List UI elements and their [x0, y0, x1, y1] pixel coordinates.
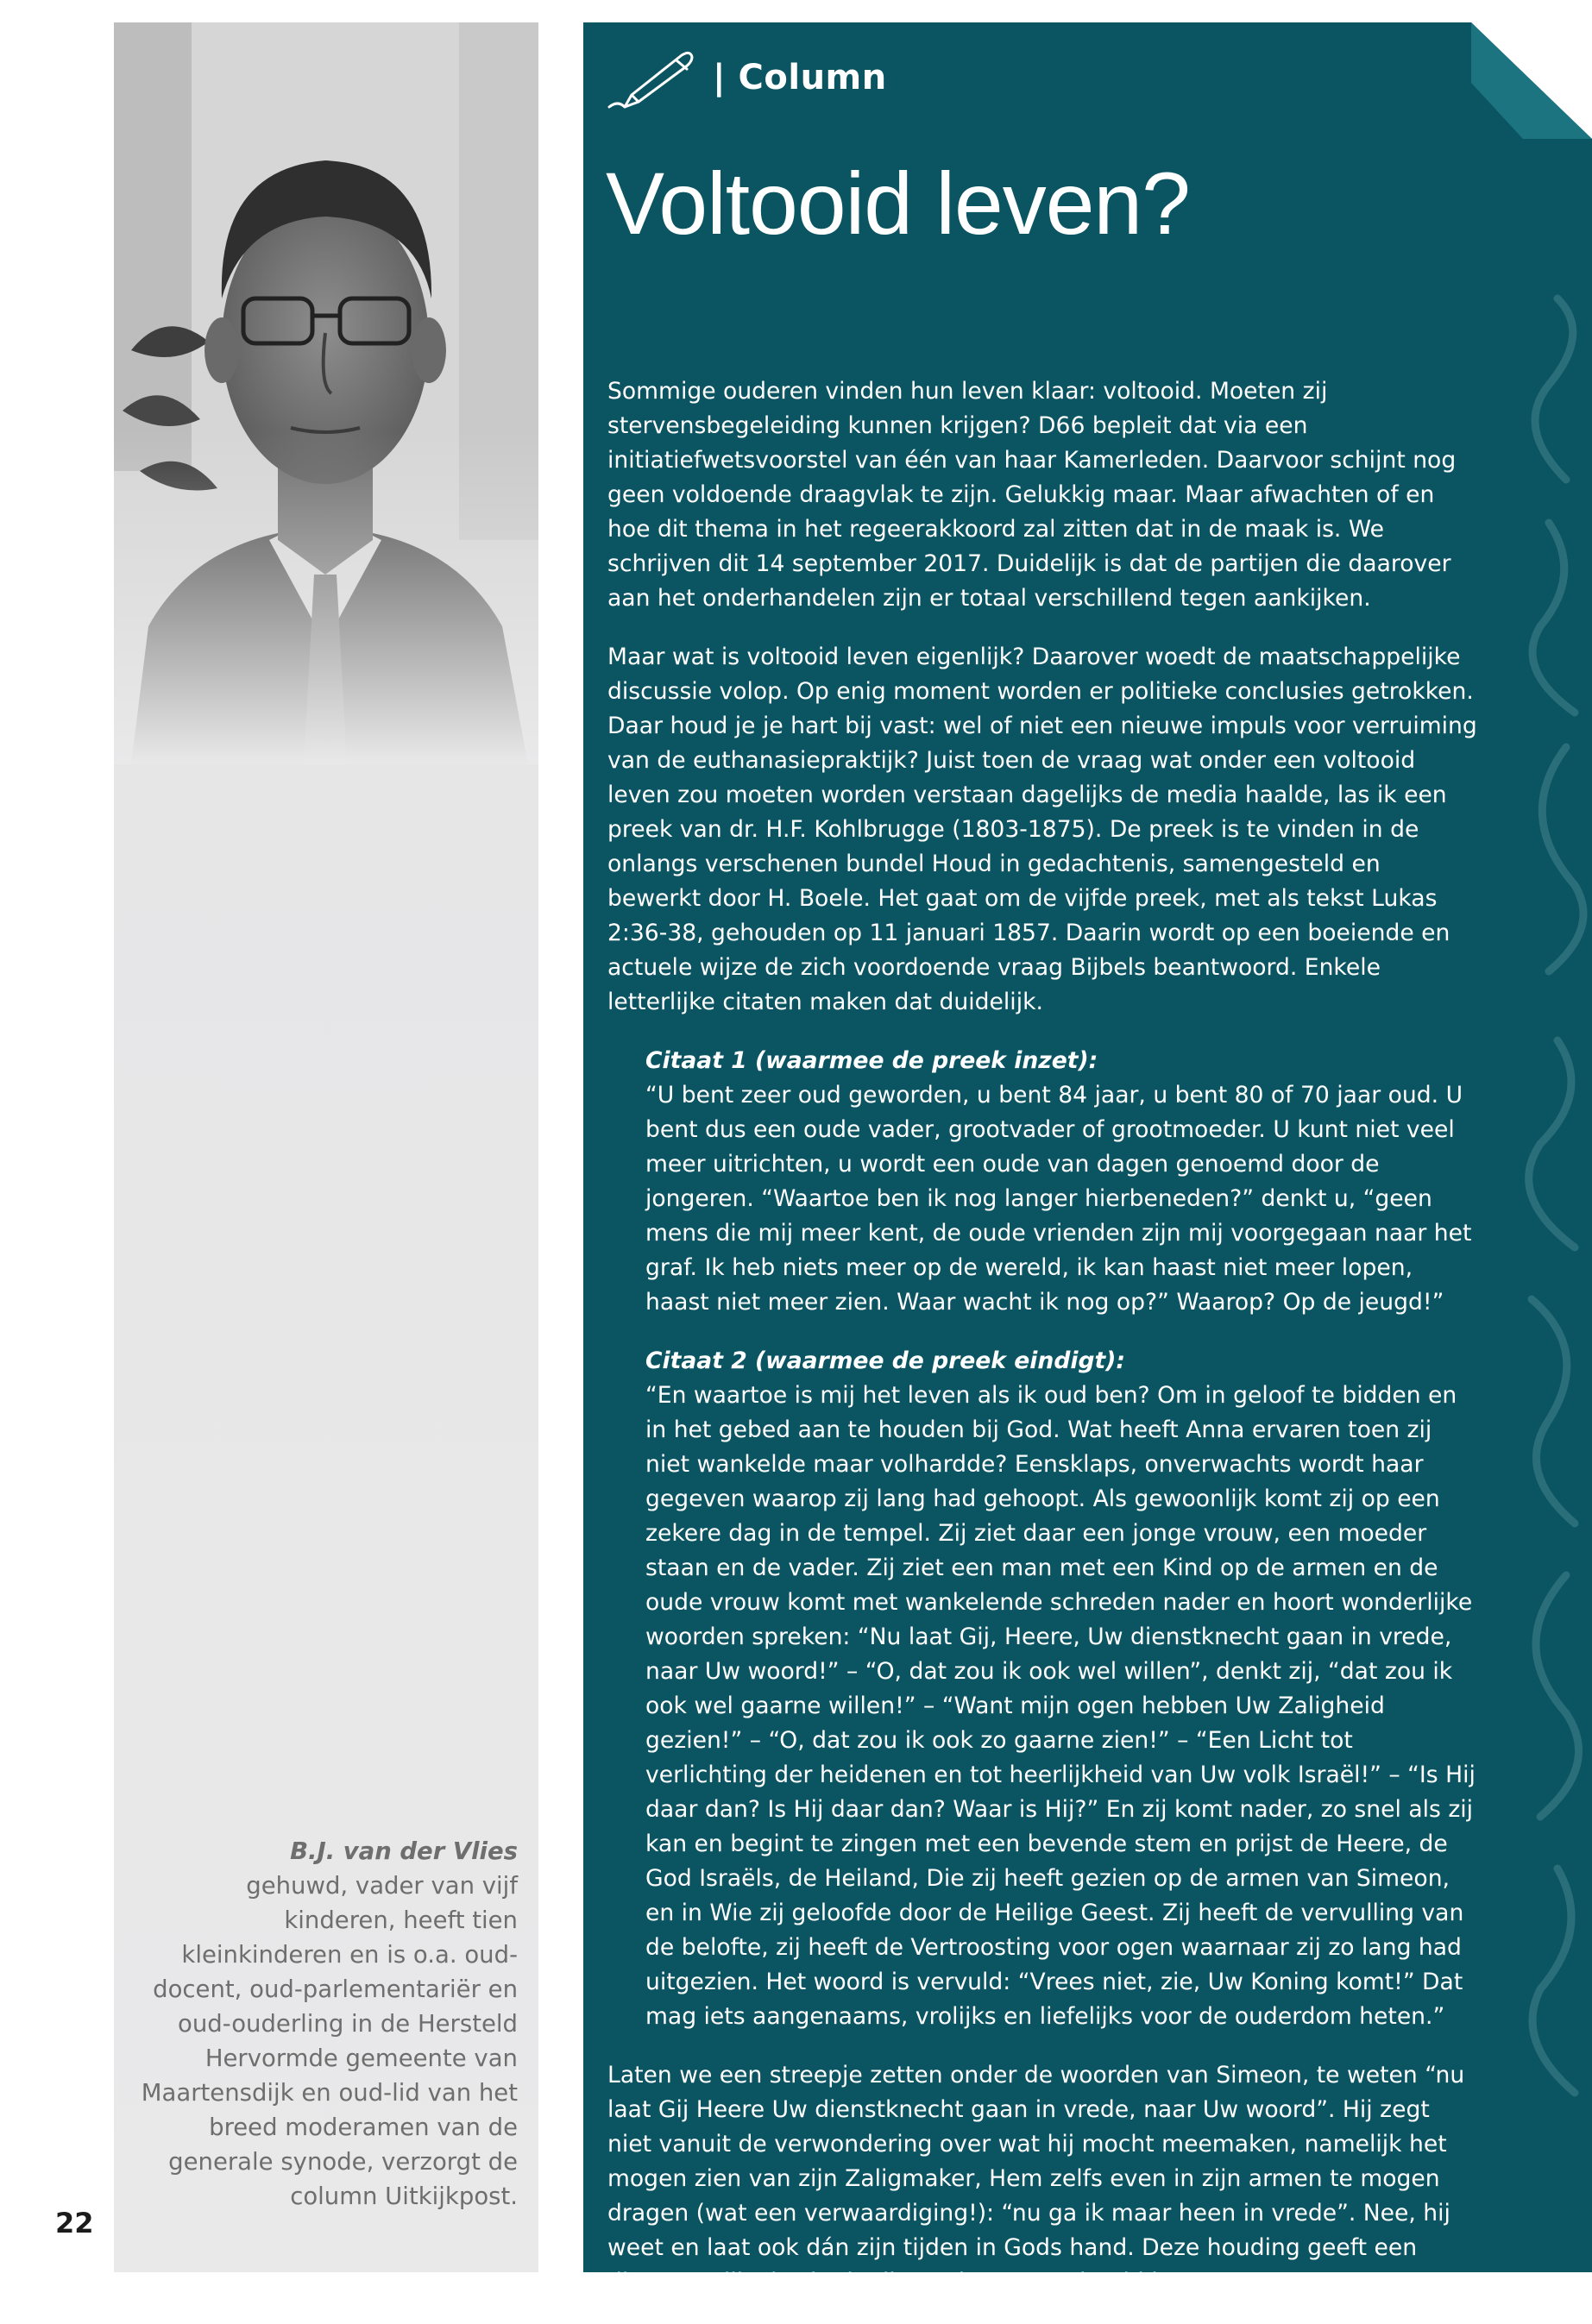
- quote-1: [645, 1044, 1479, 1320]
- quote-2-text: “En waartoe is mij het leven als ik oud ben? Om in geloof te bidden en in het gebed aan te houden bij God. Wat heeft Anna ervaren toen zij niet wankelde maar volhardde? Eensklaps, onverwachts wordt haar gegeven waarop zij lang had gehoopt. Als gewoonlijk komt zij op een zekere dag in de tempel. Zij ziet daar een jonge vrouw, een moeder staan en de vader. Zij ziet een man met een Kind op de armen en de oude vrouw komt met wankelende schreden nader en hoort wonderlijke woorden spreken: “Nu laat Gij, Heere, Uw dienstknecht gaan in vrede, naar Uw woord!” – “O, dat zou ik ook wel willen”, denkt zij, “dat zou ik ook wel gaarne willen!” – “Want mijn ogen hebben Uw Zaligheid gezien!” – “O, dat zou ik ook zo gaarne zien!” – “Een Licht tot verlichting der heidenen en tot heerlijkheid van Uw volk Israël!” – “Is Hij daar dan? Is Hij daar dan? Waar is Hij?” En zij komt nader, zo snel als zij kan en begint te zingen met een bevende stem en prijst de Heere, de God Israëls, de Heiland, Die zij heeft gezien op de armen van Simeon, en in Wie zij geloofde door de Heilige Geest. Zij heeft de vervulling van de belofte, zij heeft de Vertroosting voor ogen waarnaar zij zo lang had uitgezien. Het woord is vervuld: “Vrees niet, zie, Uw Koning komt!” Dat mag iets aangenaams, vrolijks en liefelijks voor de ouderdom heten.”: [645, 1382, 1476, 2030]
- column-header: [606, 43, 887, 112]
- decorative-script-ornament: [1497, 264, 1592, 2214]
- author-photo: [114, 22, 538, 764]
- paragraph-1: Sommige ouderen vinden hun leven klaar: voltooid. Moeten zij stervensbegeleiding kunnen krijgen? D66 bepleit dat via een initiatiefwetsvoorstel van één van haar Kamerleden. Daarvoor schijnt nog geen voldoende draagvlak te zijn. Gelukkig maar. Maar afwachten of en hoe dit thema in het regeerakkoord zal zitten dat in de maak is. We schrijven dit 14 september 2017. Duidelijk is dat de partijen die daarover aan het onderhandelen zijn er totaal verschillend tegen aankijken.: [607, 378, 1457, 612]
- page-corner-fold: [1471, 22, 1592, 139]
- quote-1-title: Citaat 1 (waarmee de preek inzet):: [645, 1047, 1098, 1074]
- quote-2-title: Citaat 2 (waarmee de preek eindigt):: [645, 1347, 1126, 1374]
- page-number: 22: [55, 2207, 94, 2239]
- closing-paragraph: Laten we een streepje zetten onder de woorden van Simeon, te weten “nu laat Gij Heere Uw dienstknecht gaan in vrede, naar Uw woord”. Hij zegt niet vanuit de verwondering over wat hij mocht meemaken, namelijk het mogen zien van zijn Zaligmaker, Hem zelfs even in zijn armen te mogen dragen (wat een verwaardiging!): “nu ga ik maar heen in vrede”. Nee, hij weet en laat ook dán zijn tijden in Gods hand. Deze houding geeft een diepe en rijke les in de discussie over ‘voltooid leven’.: [607, 2062, 1465, 2296]
- author-bio: [131, 1834, 518, 2214]
- article-title: Voltooid leven?: [606, 154, 1190, 253]
- quote-2: [645, 1344, 1479, 2034]
- author-name: B.J. van der Vlies: [290, 1837, 518, 1865]
- author-bio-text: gehuwd, vader van vijf kinderen, heeft tien kleinkinderen en is o.a. oud-docent, oud-parlementariër en oud-ouderling in de Hersteld Hervormde gemeente van Maartensdijk en oud-lid van het breed moderamen van de generale synode, verzorgt de column Uitkijkpost.: [141, 1872, 518, 2210]
- article-panel: [583, 22, 1592, 2296]
- paragraph-2: Maar wat is voltooid leven eigenlijk? Daarover woedt de maatschappelijke discussie volop. Op enig moment worden er politieke conclusies getrokken. Daar houd je je hart bij vast: wel of niet een nieuwe impuls voor verruiming van de euthanasiepraktijk? Juist toen de vraag wat onder een voltooid leven zou moeten worden verstaan dagelijks de media haalde, las ik een preek van dr. H.F. Kohlbrugge (1803-1875). De preek is te vinden in de onlangs verschenen bundel Houd in gedachtenis, samengesteld en bewerkt door H. Boele. Het gaat om de vijfde preek, met als tekst Lukas 2:36-38, gehouden op 11 januari 1857. Daarin wordt op een boeiende en actuele wijze de zich voordoende vraag Bijbels beantwoord. Enkele letterlijke citaten maken dat duidelijk.: [607, 644, 1477, 1015]
- quote-1-text: “U bent zeer oud geworden, u bent 84 jaar, u bent 80 of 70 jaar oud. U bent dus een oude vader, grootvader of grootmoeder. U kunt niet veel meer uitrichten, u wordt een oude van dagen genoemd door de jongeren. “Waartoe ben ik nog langer hierbeneden?” denkt u, “geen mens die mij meer kent, de oude vrienden zijn mij voorgegaan naar het graf. Ik heb niets meer op de wereld, ik kan haast niet meer lopen, haast niet meer zien. Waar wacht ik nog op?” Waarop? Op de jeugd!”: [645, 1082, 1472, 1316]
- article-body: [607, 374, 1479, 2324]
- column-label: | Column: [713, 58, 887, 97]
- author-sidebar: [114, 22, 538, 2272]
- pen-icon: [606, 45, 699, 110]
